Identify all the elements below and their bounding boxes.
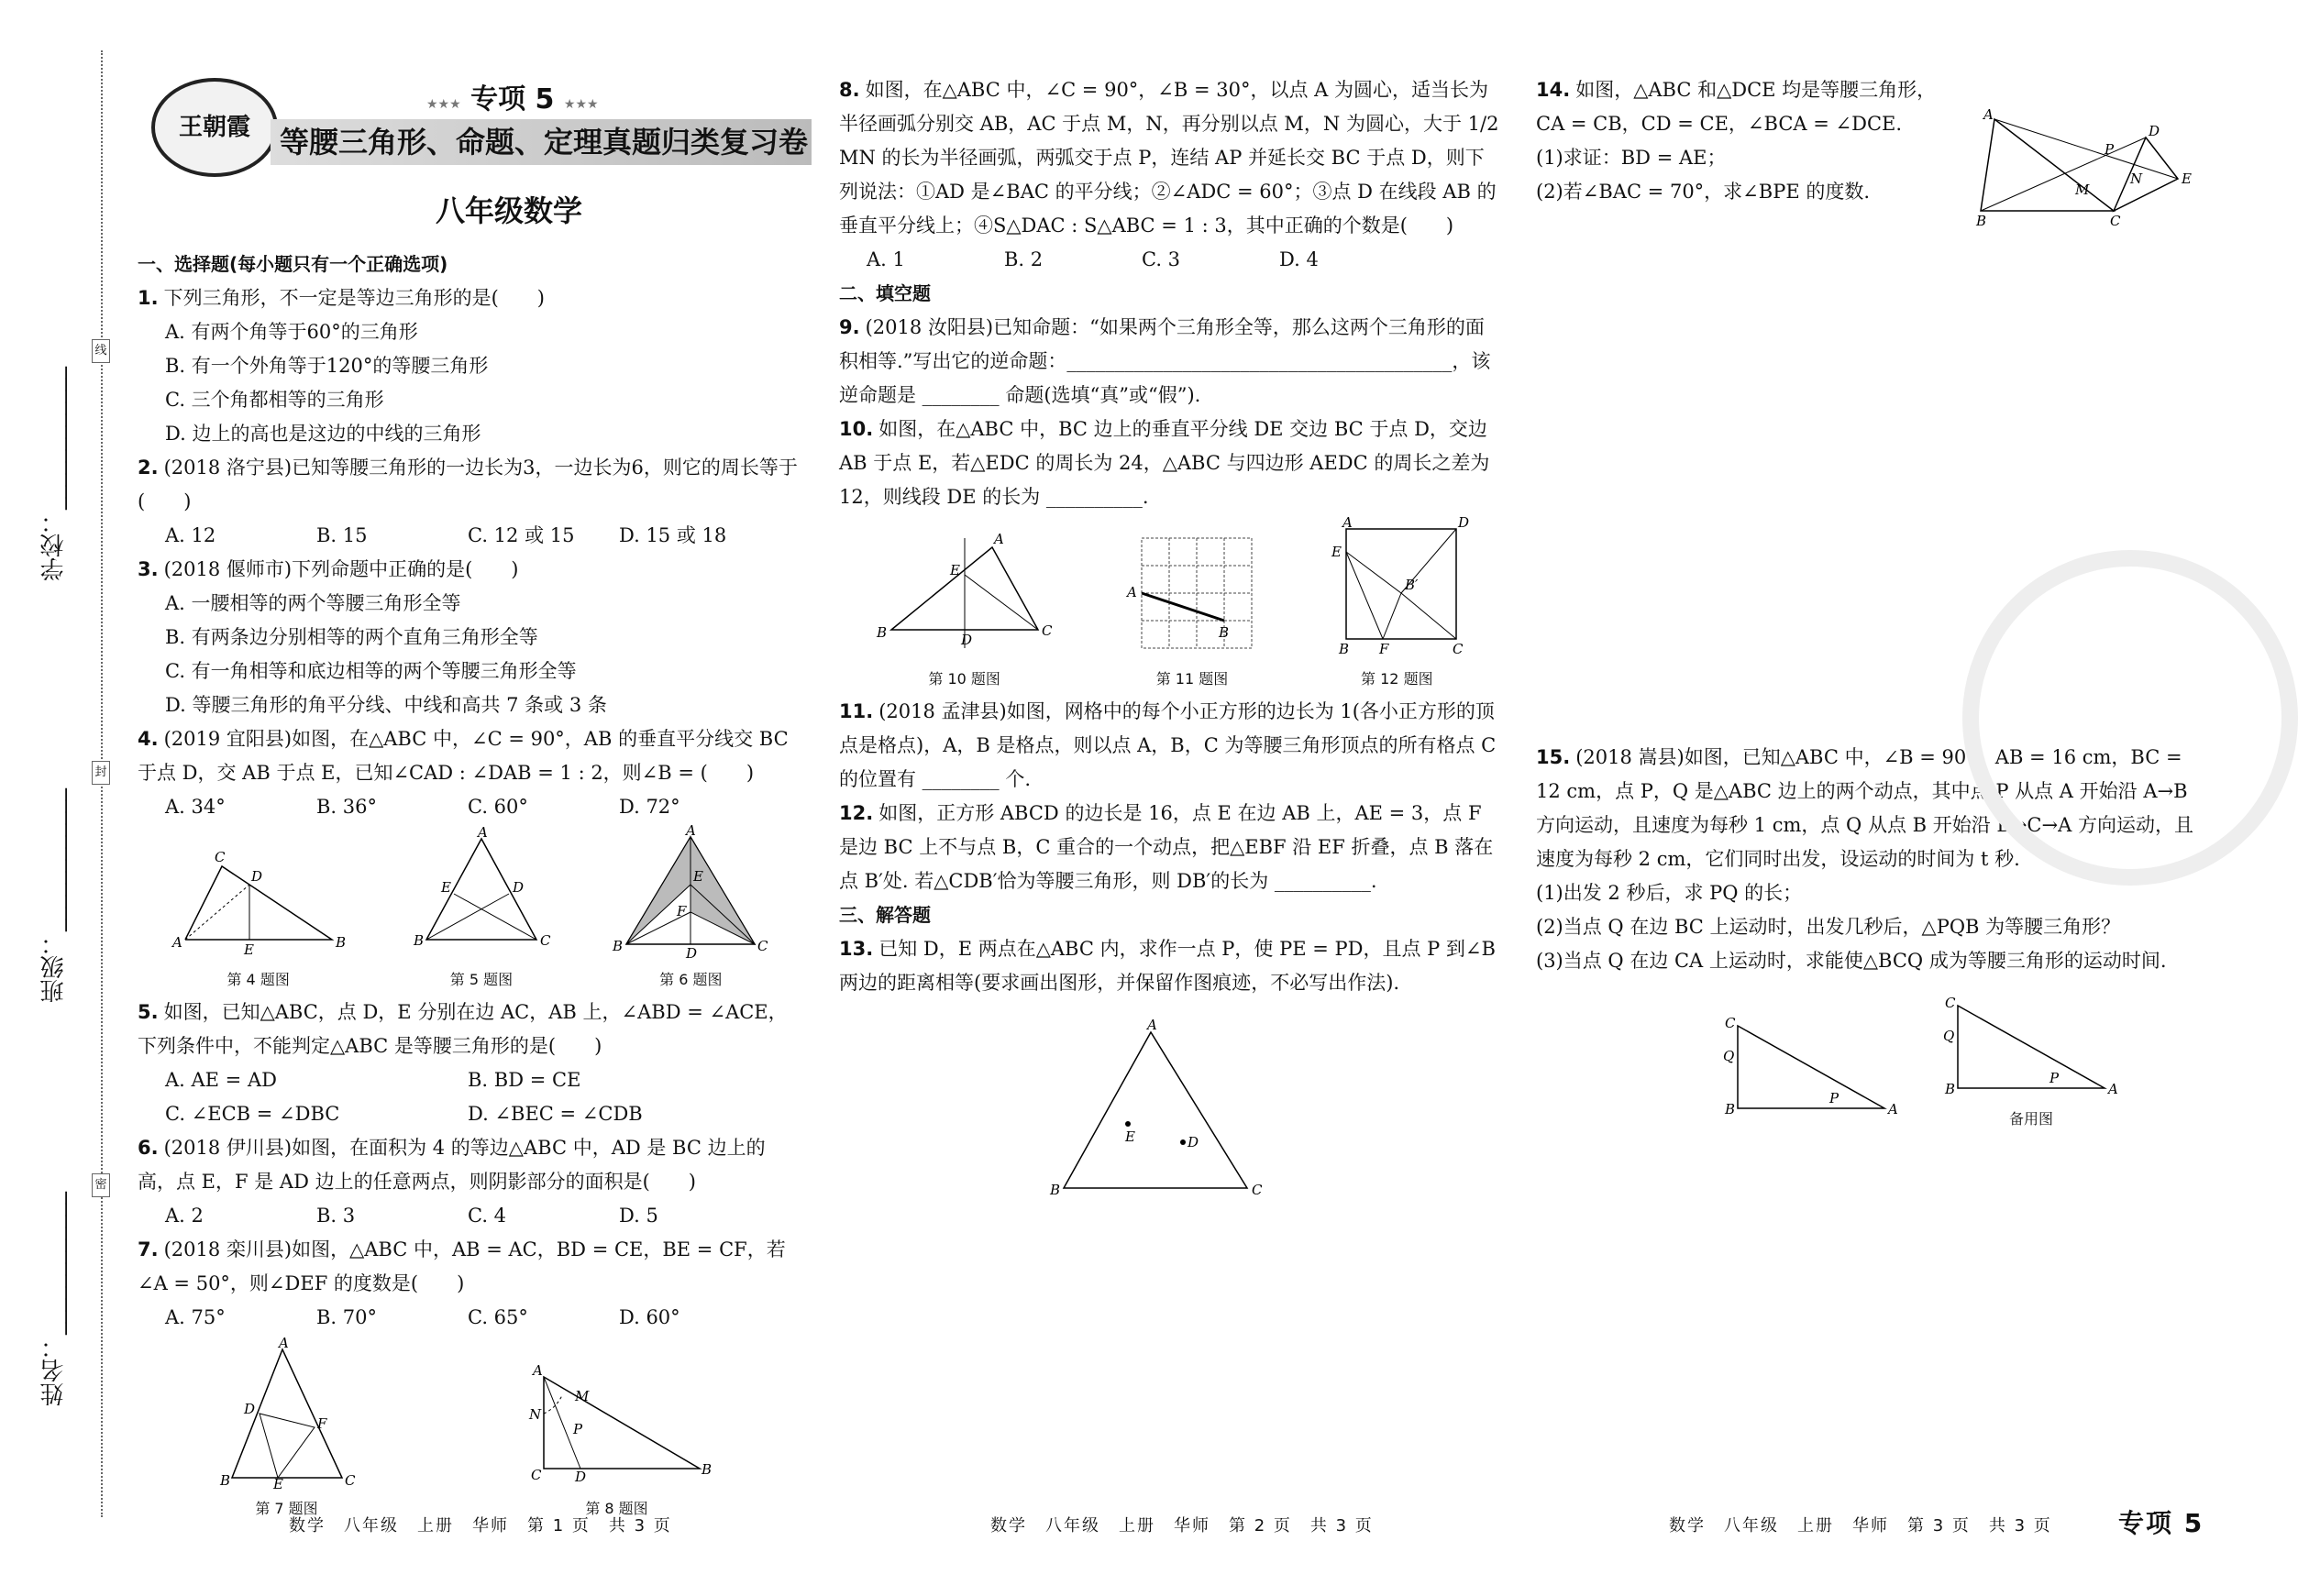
- svg-text:C: C: [757, 938, 768, 954]
- q9-stem[interactable]: (2018 汝阳县)已知命题：“如果两个三角形全等，那么这两个三角形的面积相等.”写出它的逆命题：________________________________________，该逆命题是 ________ 命题(选填“真”或“假”).: [839, 316, 1491, 406]
- figure-13-drawing[interactable]: [1050, 1018, 1270, 1211]
- svg-text:Q: Q: [1943, 1028, 1955, 1044]
- svg-text:N: N: [2130, 171, 2143, 187]
- question-2: [138, 451, 798, 553]
- footer-page-1: 数学 八年级 上册 华师 第 1 页 共 3 页: [289, 1516, 672, 1535]
- q4-option-c[interactable]: C. 60°: [468, 796, 528, 818]
- svg-text:D: D: [512, 879, 525, 896]
- svg-text:E: E: [272, 1476, 283, 1492]
- svg-text:D: D: [574, 1469, 586, 1485]
- q11-number: 11.: [839, 700, 874, 722]
- svg-text:C: C: [530, 1467, 541, 1483]
- svg-text:B: B: [413, 932, 425, 949]
- q6-option-a[interactable]: A. 2: [165, 1205, 204, 1227]
- q8-option-a[interactable]: A. 1: [867, 248, 905, 270]
- svg-text:C: C: [1453, 641, 1464, 657]
- column-2: [839, 73, 1499, 1222]
- svg-text:B: B: [1339, 641, 1350, 657]
- seal-mark-line: 线: [92, 339, 110, 363]
- q1-number: 1.: [138, 287, 159, 309]
- figure-4-drawing: [167, 848, 350, 958]
- svg-text:F: F: [1379, 641, 1389, 657]
- q5-number: 5.: [138, 1001, 159, 1023]
- section-answer: 三、解答题: [839, 904, 931, 926]
- q5-option-b[interactable]: B. BD = CE: [468, 1069, 581, 1091]
- q15-part-2: (2)当点 Q 在边 BC 上运动时，出发几秒后，△PQB 为等腰三角形？: [1536, 916, 2121, 938]
- q2-option-b[interactable]: B. 15: [316, 524, 368, 546]
- svg-text:P: P: [2049, 1070, 2060, 1086]
- q7-number: 7.: [138, 1238, 159, 1260]
- svg-text:A: A: [1147, 1017, 1157, 1033]
- q7-stem: (2018 栾川县)如图，△ABC 中，AB = AC，BD = CE，BE = CF，若∠A = 50°，则∠DEF 的度数是( ): [138, 1238, 786, 1294]
- q3-option-c[interactable]: C. 有一角相等和底边相等的两个等腰三角形全等: [165, 660, 577, 682]
- svg-text:D: D: [1458, 514, 1470, 531]
- q8-number: 8.: [839, 79, 860, 101]
- svg-text:M: M: [2075, 182, 2090, 198]
- q5-option-a[interactable]: A. AE = AD: [165, 1069, 277, 1091]
- svg-text:C: C: [1252, 1182, 1263, 1198]
- svg-text:Q: Q: [1723, 1048, 1735, 1064]
- q7-option-d[interactable]: D. 60°: [619, 1306, 680, 1328]
- question-7: [138, 1233, 798, 1335]
- svg-text:A: A: [993, 531, 1004, 547]
- figure-4: [167, 848, 350, 990]
- figure-5: [408, 824, 555, 990]
- q15-stem: (2018 嵩县)如图，已知△ABC 中，∠B = 90°，AB = 16 cm，BC = 12 cm，点 P，Q 是△ABC 边上的两个动点，其中点 P 从点 A 开始沿 A→B 方向运动，且速度为每秒 1 cm，点 Q 从点 B 开始沿 B→C→A 方向运动，且速度为每秒 2 cm，它们同时出发，设运动的时间为 t 秒.: [1536, 746, 2193, 870]
- figure-10-caption: 第 10 题图: [928, 670, 1000, 688]
- q4-option-a[interactable]: A. 34°: [165, 796, 226, 818]
- footer-page-2: 数学 八年级 上册 华师 第 2 页 共 3 页: [990, 1516, 1374, 1535]
- svg-text:B: B: [335, 934, 346, 951]
- question-14: [1536, 73, 1939, 209]
- q1-stem: 下列三角形，不一定是等边三角形的是( ): [163, 287, 545, 309]
- svg-text:B: B: [1725, 1101, 1736, 1117]
- svg-text:C: C: [1945, 995, 1956, 1011]
- q6-option-c[interactable]: C. 4: [468, 1205, 507, 1227]
- svg-text:B: B: [876, 624, 887, 641]
- svg-text:N: N: [528, 1406, 541, 1423]
- q5-option-c[interactable]: C. ∠ECB = ∠DBC: [165, 1103, 340, 1125]
- svg-text:C: C: [344, 1472, 355, 1489]
- q15-part-3: (3)当点 Q 在边 CA 上运动时，求能使△BCQ 成为等腰三角形的运动时间.: [1536, 950, 2167, 972]
- figure-7-drawing: [218, 1335, 356, 1492]
- svg-text:C: C: [539, 932, 551, 949]
- svg-text:P: P: [2105, 141, 2115, 158]
- svg-text:C: C: [214, 849, 226, 865]
- q1-option-c[interactable]: C. 三个角都相等的三角形: [165, 389, 384, 411]
- figure-4-caption: 第 4 题图: [226, 971, 290, 988]
- svg-text:A: A: [532, 1362, 543, 1379]
- q1-option-b[interactable]: B. 有一个外角等于120°的等腰三角形: [165, 355, 489, 377]
- q12-number: 12.: [839, 802, 874, 824]
- q15-part-1: (1)出发 2 秒后，求 PQ 的长；: [1536, 882, 1803, 904]
- figure-6: [613, 822, 768, 990]
- figure-12: [1328, 514, 1470, 689]
- figures-10-11-12: [839, 514, 1499, 689]
- q8-option-b[interactable]: B. 2: [1004, 248, 1044, 270]
- figure-14: [1976, 106, 2196, 240]
- question-12: [839, 797, 1499, 898]
- q5-option-d[interactable]: D. ∠BEC = ∠CDB: [468, 1103, 643, 1125]
- question-5: [138, 996, 798, 1131]
- svg-text:A: A: [686, 822, 697, 839]
- q11-stem[interactable]: (2018 孟津县)如图，网格中的每个小正方形的边长为 1(各小正方形的顶点是格点)，A，B 是格点，则以点 A，B，C 为等腰三角形顶点的所有格点 C 的位置有 ________ 个.: [839, 700, 1497, 790]
- school-field[interactable]: 学校：____________: [40, 367, 68, 581]
- svg-text:B: B: [1945, 1081, 1956, 1097]
- svg-text:E: E: [949, 562, 960, 578]
- q7-option-a[interactable]: A. 75°: [165, 1306, 226, 1328]
- q13-number: 13.: [839, 938, 874, 960]
- svg-text:B′: B′: [1405, 577, 1419, 593]
- svg-text:B: B: [701, 1461, 712, 1478]
- q3-option-d[interactable]: D. 等腰三角形的角平分线、中线和高共 7 条或 3 条: [165, 694, 607, 716]
- q5-stem: 如图，已知△ABC，点 D，E 分别在边 AC，AB 上，∠ABD = ∠ACE，下列条件中，不能判定△ABC 是等腰三角形的是( ): [138, 1001, 788, 1057]
- q3-option-a[interactable]: A. 一腰相等的两个等腰三角形全等: [165, 592, 461, 614]
- svg-text:F: F: [677, 903, 687, 919]
- q1-option-a[interactable]: A. 有两个角等于60°的三角形: [165, 321, 418, 343]
- q14-stem: 如图，△ABC 和△DCE 均是等腰三角形，CA = CB，CD = CE，∠BCA = ∠DCE.: [1536, 79, 1937, 135]
- q8-option-d[interactable]: D. 4: [1279, 248, 1319, 270]
- q15-number: 15.: [1536, 746, 1571, 768]
- svg-text:E: E: [2182, 171, 2192, 187]
- q7-option-b[interactable]: B. 70°: [316, 1306, 378, 1328]
- figure-7: [218, 1335, 356, 1519]
- figure-11-caption: 第 11 题图: [1155, 670, 1229, 688]
- figure-13: [839, 1018, 1499, 1222]
- question-10: [839, 413, 1499, 514]
- svg-text:A: A: [477, 824, 488, 841]
- name-label: 姓名：: [40, 1335, 68, 1406]
- svg-text:M: M: [574, 1388, 589, 1404]
- q3-number: 3.: [138, 558, 159, 580]
- footer-page-3: 数学 八年级 上册 华师 第 3 页 共 3 页: [1669, 1516, 2052, 1535]
- series-label: [426, 76, 599, 116]
- question-4: [138, 722, 798, 824]
- q7-option-c[interactable]: C. 65°: [468, 1306, 528, 1328]
- svg-text:E: E: [1125, 1128, 1135, 1145]
- paper-subtitle: 八年级数学: [436, 193, 583, 228]
- seal-mark-seal: 封: [92, 761, 110, 785]
- section-choice: 一、选择题(每小题只有一个正确选项): [138, 253, 448, 275]
- svg-text:E: E: [440, 879, 451, 896]
- stars-left: ★★★: [426, 97, 461, 112]
- svg-text:A: A: [171, 934, 182, 951]
- q4-number: 4.: [138, 728, 159, 750]
- seal-mark-secret: 密: [92, 1173, 110, 1197]
- figure-14-drawing: [1976, 106, 2196, 229]
- q14-part-2: (2)若∠BAC = 70°，求∠BPE 的度数.: [1536, 181, 1871, 203]
- q14-part-1: (1)求证：BD = AE；: [1536, 147, 1727, 169]
- q6-stem: (2018 伊川县)如图，在面积为 4 的等边△ABC 中，AD 是 BC 边上的高，点 E，F 是 AD 边上的任意两点，则阴影部分的面积是( ): [138, 1137, 766, 1193]
- svg-text:P: P: [572, 1421, 582, 1437]
- question-11: [839, 695, 1499, 797]
- figure-11-drawing: [1123, 529, 1261, 657]
- svg-text:A: A: [1983, 106, 1994, 123]
- figure-7-caption: 第 7 题图: [255, 1500, 318, 1517]
- class-label: 班级：: [40, 931, 68, 1003]
- figure-8: [516, 1362, 718, 1519]
- question-13: [839, 932, 1499, 1000]
- question-8: [839, 73, 1499, 277]
- column-1: [138, 248, 798, 1524]
- svg-text:F: F: [316, 1415, 326, 1432]
- svg-text:D: D: [2149, 123, 2160, 139]
- q12-stem[interactable]: 如图，正方形 ABCD 的边长是 16，点 E 在边 AB 上，AE = 3，点 F 是边 BC 上不与点 B，C 重合的一个动点，把△EBF 沿 EF 折叠，点 B 落在点 B′处. 若△CDB′恰为等腰三角形，则 DB′的长为 __________.: [839, 802, 1494, 892]
- figure-12-drawing: [1328, 514, 1470, 657]
- svg-text:D: D: [243, 1401, 255, 1417]
- svg-text:D: D: [686, 945, 698, 962]
- svg-text:A: A: [1342, 514, 1353, 531]
- q3-stem: (2018 偃师市)下列命题中正确的是( ): [163, 558, 519, 580]
- svg-text:B: B: [1976, 213, 1987, 229]
- question-6: [138, 1131, 798, 1233]
- figure-15-spare: [1939, 996, 2123, 1129]
- q6-option-d[interactable]: D. 5: [619, 1205, 658, 1227]
- svg-text:A: A: [2108, 1081, 2118, 1097]
- paper-title: 等腰三角形、命题、定理真题归类复习卷: [271, 119, 812, 165]
- section-fill: 二、填空题: [839, 282, 931, 304]
- figure-11: [1123, 529, 1261, 689]
- q10-stem[interactable]: 如图，在△ABC 中，BC 边上的垂直平分线 DE 交边 BC 于点 D，交边 AB 于点 E，若△EDC 的周长为 24，△ABC 与四边形 AEDC 的周长之差为 12，则线段 DE 的长为 __________.: [839, 418, 1490, 508]
- svg-text:D: D: [250, 868, 262, 885]
- school-label: 学校：: [40, 510, 68, 581]
- watermark-seal: [1962, 550, 2298, 886]
- svg-text:C: C: [2110, 213, 2121, 229]
- series-text: 专项 5: [470, 83, 555, 116]
- figure-15-drawing: [1719, 1017, 1903, 1117]
- figure-15: [1719, 1017, 1903, 1129]
- svg-text:A: A: [1888, 1101, 1898, 1117]
- svg-text:E: E: [1331, 544, 1342, 560]
- footer-series-tag: 专项 5: [2118, 1508, 2204, 1538]
- q2-option-c[interactable]: C. 12 或 15: [468, 524, 575, 546]
- class-field[interactable]: 班级：____________: [40, 788, 68, 1003]
- q2-number: 2.: [138, 457, 159, 479]
- figure-5-drawing: [408, 824, 555, 958]
- q9-number: 9.: [839, 316, 860, 338]
- q8-option-c[interactable]: C. 3: [1142, 248, 1181, 270]
- figure-15-spare-drawing: [1939, 996, 2123, 1097]
- figure-5-caption: 第 5 题图: [449, 971, 514, 988]
- svg-text:D: D: [1188, 1134, 1199, 1150]
- q4-stem: (2019 宜阳县)如图，在△ABC 中，∠C = 90°，AB 的垂直平分线交 BC 于点 D，交 AB 于点 E，已知∠CAD : ∠DAB = 1 : 2，则∠B = ( ): [138, 728, 789, 784]
- q6-option-b[interactable]: B. 3: [316, 1205, 356, 1227]
- question-3: [138, 553, 798, 722]
- svg-text:A: A: [1126, 584, 1137, 600]
- q4-option-d[interactable]: D. 72°: [619, 796, 680, 818]
- question-9: [839, 311, 1499, 413]
- q1-option-d[interactable]: D. 边上的高也是这边的中线的三角形: [165, 423, 481, 445]
- figure-6-drawing: [613, 822, 768, 962]
- q14-number: 14.: [1536, 79, 1571, 101]
- svg-text:B: B: [1218, 624, 1230, 641]
- svg-text:C: C: [1725, 1015, 1736, 1031]
- figure-6-caption: 第 6 题图: [659, 971, 723, 988]
- svg-text:A: A: [278, 1335, 289, 1351]
- stars-right: ★★★: [563, 97, 599, 112]
- figures-15: [1536, 996, 2196, 1129]
- q2-stem: (2018 洛宁县)已知等腰三角形的一边长为3，一边长为6，则它的周长等于( ): [138, 457, 798, 512]
- svg-text:B: B: [613, 938, 624, 954]
- header: [133, 69, 812, 243]
- q6-number: 6.: [138, 1137, 159, 1159]
- figure-8-caption: 第 8 题图: [585, 1500, 648, 1517]
- figure-12-caption: 第 12 题图: [1361, 670, 1433, 688]
- svg-text:E: E: [243, 941, 254, 958]
- figures-4-5-6: [138, 822, 798, 990]
- q8-stem: 如图，在△ABC 中，∠C = 90°，∠B = 30°，以点 A 为圆心，适当长为半径画弧分别交 AB，AC 于点 M，N，再分别以点 M，N 为圆心，大于 1/2 MN 的长为半径画弧，两弧交于点 P，连结 AP 并延长交 BC 于点 D，则下列说法：①AD 是∠BAC 的平分线；②∠ADC = 60°；③点 D 在线段 AB 的垂直平分线上；④S△DAC : S△ABC = 1 : 3，其中正确的个数是( ): [839, 79, 1499, 237]
- svg-text:P: P: [1829, 1090, 1840, 1106]
- svg-text:C: C: [1041, 622, 1053, 639]
- figure-8-drawing: [516, 1362, 718, 1487]
- figures-7-8: [138, 1335, 798, 1519]
- logo-badge: 王朝霞: [151, 78, 278, 177]
- figure-15-spare-caption: 备用图: [2008, 1110, 2053, 1128]
- q4-option-b[interactable]: B. 36°: [316, 796, 378, 818]
- q13-stem: 已知 D，E 两点在△ABC 内，求作一点 P，使 PE = PD，且点 P 到∠B 两边的距离相等(要求画出图形，并保留作图痕迹，不必写出作法).: [839, 938, 1496, 994]
- q2-option-d[interactable]: D. 15 或 18: [619, 524, 727, 546]
- svg-text:B: B: [1050, 1182, 1061, 1198]
- question-1: [138, 281, 798, 451]
- figure-10-drawing: [873, 529, 1056, 657]
- figure-10: [873, 529, 1056, 689]
- q3-option-b[interactable]: B. 有两条边分别相等的两个直角三角形全等: [165, 626, 538, 648]
- svg-text:B: B: [219, 1472, 230, 1489]
- svg-text:D: D: [960, 632, 972, 648]
- q2-option-a[interactable]: A. 12: [165, 524, 216, 546]
- name-field[interactable]: 姓名：____________: [40, 1192, 68, 1406]
- q10-number: 10.: [839, 418, 874, 440]
- svg-text:E: E: [693, 868, 704, 885]
